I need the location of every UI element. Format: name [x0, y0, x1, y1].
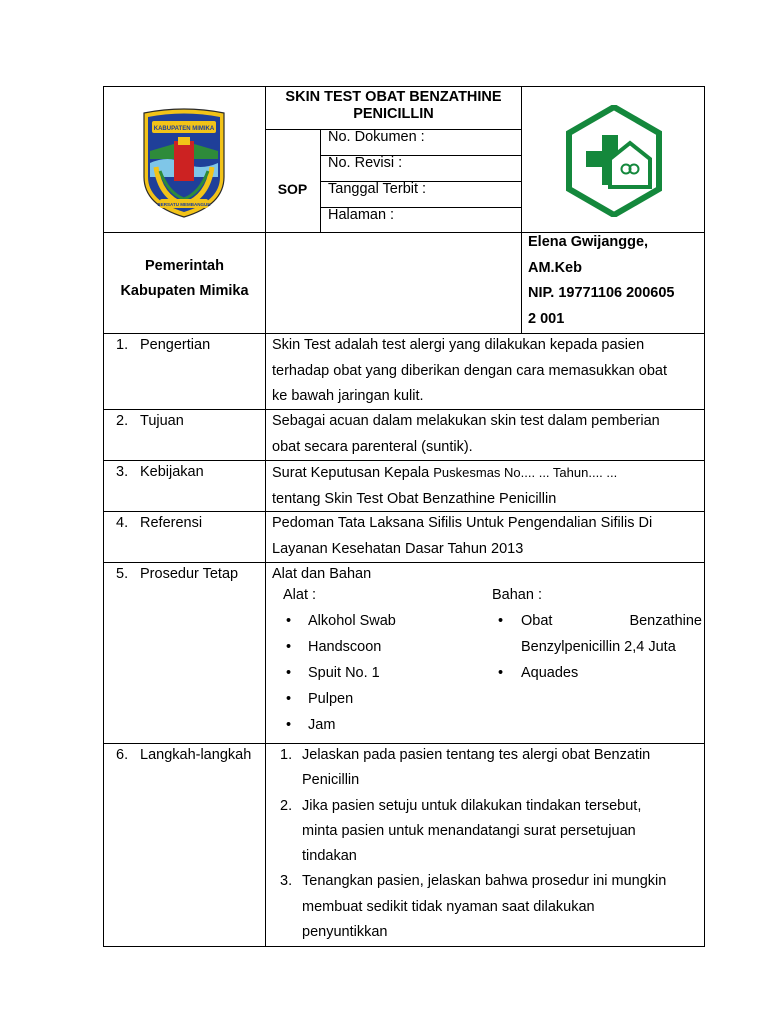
section-content: Sebagai acuan dalam melakukan skin test dalam pemberian obat secara parenteral (suntik). — [272, 413, 660, 455]
section-kebijakan — [103, 460, 705, 512]
signatory-block: Elena Gwijangge, AM.Keb NIP. 19771106 200605 2 001 — [528, 230, 704, 332]
steps-list — [280, 743, 700, 945]
section-label: 4. Referensi — [116, 515, 203, 531]
list-item: • Spuit No. 1 — [280, 660, 396, 686]
section-label: 2. Tujuan — [116, 413, 184, 429]
list-item: • Pulpen — [280, 686, 396, 712]
section-content: Skin Test adalah test alergi yang dilakukan kepada pasien terhadap obat yang diberikan dengan cara memasukkan obat ke bawah jaringan kulit. — [272, 337, 667, 404]
alat-list: Alat : • Alkohol Swab • Handscoon • Spuit No. 1 • Pulpen • Jam — [280, 582, 396, 738]
section-tujuan — [103, 409, 705, 461]
signature-row — [103, 232, 705, 334]
section-content: Surat Keputusan Kepala Puskesmas No.... ... Tahun.... ... tentang Skin Test Obat Benzathine Penicillin — [272, 465, 618, 507]
logo-text-bottom: BERSATU MEMBANGUN — [157, 202, 211, 207]
section-label: 5. Prosedur Tetap — [116, 566, 239, 582]
sop-header — [103, 86, 705, 233]
bahan-list: Bahan : • Obat Benzathine Benzylpenicillin 2,4 Juta • Aquades — [492, 582, 702, 686]
puskesmas-logo — [566, 105, 662, 217]
section-heading: Alat dan Bahan — [272, 566, 372, 582]
document-title: SKIN TEST OBAT BENZATHINE PENICILLIN — [285, 89, 502, 122]
step-item: 3. Tenangkan pasien, jelaskan bahwa prosedur ini mungkin membuat sedikit tidak nyaman saat dilakukan penyuntikkan — [280, 873, 667, 941]
sop-label: SOP — [277, 181, 308, 197]
kabupaten-mimika-logo — [138, 107, 230, 219]
section-langkah — [103, 743, 705, 947]
meta-no-dokumen: No. Dokumen : — [328, 129, 425, 145]
list-item: • Aquades — [492, 660, 702, 686]
section-pengertian — [103, 333, 705, 410]
meta-halaman: Halaman : — [328, 207, 395, 223]
step-item: 1. Jelaskan pada pasien tentang tes alergi obat Benzatin Penicillin — [280, 747, 651, 789]
meta-tanggal-terbit: Tanggal Terbit : — [328, 181, 427, 197]
step-item: 2. Jika pasien setuju untuk dilakukan tindakan tersebut, minta pasien untuk menandatangi surat persetujuan tindakan — [280, 797, 642, 865]
section-label: 1. Pengertian — [116, 337, 211, 353]
signatory-name: Elena Gwijangge, — [528, 234, 649, 250]
list-item: • Obat Benzathine Benzylpenicillin 2,4 Juta — [492, 608, 702, 660]
meta-no-revisi: No. Revisi : — [328, 155, 403, 171]
list-item: • Jam — [280, 712, 396, 738]
section-prosedur-tetap — [103, 562, 705, 744]
list-item: • Alkohol Swab — [280, 608, 396, 634]
section-referensi — [103, 511, 705, 563]
section-label: 6. Langkah-langkah — [116, 747, 252, 763]
signatory-nip: NIP. 19771106 200605 — [528, 285, 675, 301]
list-item: • Handscoon — [280, 634, 396, 660]
government-name: Pemerintah Kabupaten Mimika — [120, 258, 249, 299]
logo-text-top: KABUPATEN MIMIKA — [153, 126, 215, 132]
section-label: 3. Kebijakan — [116, 464, 204, 480]
section-content: Pedoman Tata Laksana Sifilis Untuk Pengendalian Sifilis Di Layanan Kesehatan Dasar Tahun 2013 — [272, 515, 653, 557]
